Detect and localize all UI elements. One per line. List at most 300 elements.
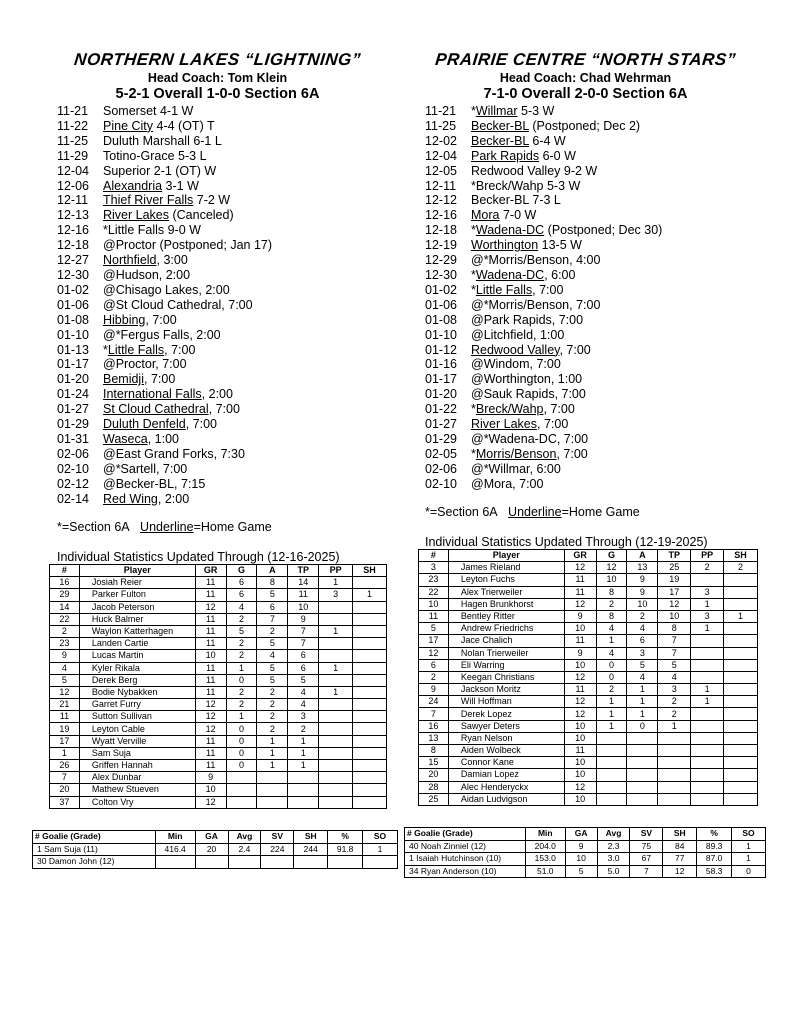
- game-info: @Mora, 7:00: [471, 476, 544, 491]
- stat-cell: [724, 793, 758, 805]
- game-detail: [103, 268, 190, 283]
- column-header: GR: [195, 565, 226, 577]
- stats-header-row: [50, 565, 387, 577]
- game-detail: [103, 119, 215, 134]
- game-date: 02-14: [57, 491, 89, 506]
- player-row: [419, 598, 758, 610]
- game-date: 12-06: [57, 178, 89, 193]
- player-row: [419, 793, 758, 805]
- goalie-row: [405, 853, 766, 866]
- game-detail: [471, 179, 580, 194]
- stat-cell: 4: [50, 662, 80, 674]
- stat-cell: 0: [226, 760, 257, 772]
- stat-cell: 4: [288, 686, 319, 698]
- stat-cell: 8: [419, 745, 449, 757]
- stat-cell: 1: [596, 635, 627, 647]
- home-opponent: Hibbing: [103, 312, 146, 327]
- goalie-name: 34 Ryan Anderson (10): [405, 865, 526, 878]
- game-date: 12-18: [425, 223, 457, 238]
- stat-cell: 8: [658, 623, 691, 635]
- stat-cell: 9: [564, 647, 596, 659]
- game-detail: [471, 343, 591, 358]
- stat-cell: 11: [195, 577, 226, 589]
- column-header: A: [257, 565, 288, 577]
- stat-cell: 12: [564, 708, 596, 720]
- goalie-name: 30 Damon John (12): [33, 856, 156, 869]
- goalie-column-header: SO: [363, 831, 398, 844]
- stat-cell: 10: [564, 757, 596, 769]
- stat-cell: [353, 662, 387, 674]
- game-info: Duluth Marshall 6-1 L: [103, 133, 222, 148]
- player-name: Will Hoffman: [448, 696, 564, 708]
- game-date: 12-16: [57, 223, 89, 238]
- stat-cell: 2: [627, 610, 658, 622]
- game-detail: [471, 268, 575, 283]
- legend-section: *=Section 6A: [425, 505, 498, 519]
- stat-cell: 29: [50, 589, 80, 601]
- player-row: [419, 562, 758, 574]
- player-name: Andrew Friedrichs: [448, 623, 564, 635]
- right-record: 7-1-0 Overall 2-0-0 Section 6A: [483, 86, 688, 102]
- schedule-row: [425, 238, 662, 253]
- goalie-column-header: SV: [630, 828, 663, 841]
- home-opponent: Waseca: [103, 431, 148, 446]
- schedule-row: [425, 193, 662, 208]
- stat-cell: 1: [627, 696, 658, 708]
- player-row: [50, 747, 387, 759]
- stat-cell: 6: [226, 577, 257, 589]
- player-row: [50, 723, 387, 735]
- player-row: [50, 796, 387, 808]
- game-info: @Proctor (Postponed; Jan 17): [103, 238, 273, 253]
- stat-cell: 12: [564, 781, 596, 793]
- stat-cell: 10: [596, 574, 627, 586]
- column-header: A: [627, 550, 658, 562]
- game-detail: [103, 402, 240, 417]
- player-row: [419, 732, 758, 744]
- stat-cell: [724, 586, 758, 598]
- game-detail: [471, 417, 568, 432]
- game-prefix: *: [471, 104, 476, 118]
- home-opponent: Breck/Wahp: [475, 402, 544, 417]
- game-date: 01-27: [57, 402, 89, 417]
- game-date: 12-11: [425, 178, 457, 193]
- stat-cell: 20: [419, 769, 449, 781]
- right-goalie-table: [404, 827, 766, 878]
- stat-cell: 10: [564, 659, 596, 671]
- game-date: 01-06: [425, 297, 457, 312]
- column-header: TP: [658, 550, 691, 562]
- schedule-row: [57, 223, 272, 238]
- goalie-header-row: [405, 828, 766, 841]
- stat-cell: [627, 769, 658, 781]
- stat-cell: 7: [288, 638, 319, 650]
- game-date: 01-31: [57, 431, 89, 446]
- legend-home: =Home Game: [193, 520, 272, 534]
- game-info: @Park Rapids, 7:00: [471, 312, 584, 327]
- schedule-row: [57, 462, 272, 477]
- game-detail: [471, 477, 543, 492]
- game-info: (Canceled): [169, 208, 234, 223]
- game-date: 01-17: [425, 372, 457, 387]
- stat-cell: 7: [658, 647, 691, 659]
- stat-cell: [658, 757, 691, 769]
- home-opponent: Becker-BL: [471, 133, 529, 148]
- stat-cell: 5: [627, 659, 658, 671]
- stat-cell: 12: [50, 686, 80, 698]
- stat-cell: 8: [596, 586, 627, 598]
- game-info: , 3:00: [156, 253, 188, 268]
- game-detail: [103, 149, 207, 164]
- game-detail: [471, 193, 561, 208]
- right-head-coach: Head Coach: Chad Wehrman: [499, 71, 672, 85]
- game-detail: [103, 328, 221, 343]
- stat-cell: [319, 784, 353, 796]
- game-detail: [471, 328, 564, 343]
- stat-cell: 2: [226, 613, 257, 625]
- game-info: , 7:00: [164, 342, 196, 357]
- home-opponent: River Lakes: [471, 417, 537, 432]
- game-detail: [103, 313, 177, 328]
- game-detail: [471, 432, 588, 447]
- goalie-stat: 3.0: [597, 853, 630, 866]
- stat-cell: 6: [627, 635, 658, 647]
- player-name: Parker Fulton: [79, 589, 195, 601]
- game-detail: [103, 193, 230, 208]
- stat-cell: 12: [596, 562, 627, 574]
- stat-cell: 12: [195, 723, 226, 735]
- stat-cell: 2: [658, 708, 691, 720]
- stat-cell: [353, 772, 387, 784]
- stat-cell: [257, 772, 288, 784]
- stat-cell: 28: [419, 781, 449, 793]
- game-detail: [471, 357, 561, 372]
- schedule-row: [57, 208, 272, 223]
- game-date: 01-29: [57, 417, 89, 432]
- game-prefix: *: [471, 223, 476, 238]
- stat-cell: 23: [50, 638, 80, 650]
- stat-cell: [691, 769, 724, 781]
- game-info: @Becker-BL, 7:15: [103, 476, 206, 491]
- goalie-stat: 153.0: [525, 853, 565, 866]
- player-name: Landen Cartie: [79, 638, 195, 650]
- player-row: [50, 625, 387, 637]
- game-info: @Hudson, 2:00: [103, 267, 191, 282]
- stat-cell: [724, 574, 758, 586]
- schedule-row: [425, 432, 662, 447]
- game-info: @*Wadena-DC, 7:00: [471, 431, 589, 446]
- stat-cell: 11: [564, 684, 596, 696]
- stat-cell: 1: [288, 735, 319, 747]
- stat-cell: 8: [596, 610, 627, 622]
- goalie-stat: [155, 856, 195, 869]
- schedule-row: [57, 179, 272, 194]
- stat-cell: 0: [627, 720, 658, 732]
- stat-cell: 2: [257, 711, 288, 723]
- game-date: 11-29: [57, 148, 89, 163]
- game-detail: [471, 104, 554, 119]
- game-detail: [471, 134, 566, 149]
- schedule-row: [57, 238, 272, 253]
- game-date: 01-29: [425, 431, 457, 446]
- stat-cell: 5: [257, 674, 288, 686]
- player-name: Aiden Wolbeck: [448, 745, 564, 757]
- stat-cell: 1: [353, 589, 387, 601]
- stat-cell: 12: [658, 598, 691, 610]
- home-opponent: Mora: [471, 208, 500, 223]
- game-detail: [103, 104, 193, 119]
- player-name: Hagen Brunkhorst: [448, 598, 564, 610]
- stat-cell: [288, 772, 319, 784]
- stat-cell: 11: [288, 589, 319, 601]
- game-date: 12-27: [57, 253, 89, 268]
- goalie-header-row: [33, 831, 398, 844]
- stat-cell: 12: [564, 562, 596, 574]
- home-opponent: Red Wing: [103, 491, 158, 506]
- game-info: @*Sartell, 7:00: [103, 461, 188, 476]
- left-record: 5-2-1 Overall 1-0-0 Section 6A: [115, 86, 320, 102]
- goalie-column-header: %: [328, 831, 363, 844]
- stat-cell: [691, 659, 724, 671]
- stat-cell: 1: [319, 625, 353, 637]
- goalie-column-header: Avg: [228, 831, 261, 844]
- game-date: 12-11: [57, 193, 89, 208]
- player-name: Derek Lopez: [448, 708, 564, 720]
- player-name: Kyler Rikala: [79, 662, 195, 674]
- player-name: Eli Warring: [448, 659, 564, 671]
- game-detail: [103, 462, 187, 477]
- player-row: [419, 720, 758, 732]
- goalie-stat: 67: [630, 853, 663, 866]
- player-row: [419, 684, 758, 696]
- schedule-row: [57, 119, 272, 134]
- stat-cell: [724, 757, 758, 769]
- stat-cell: [627, 745, 658, 757]
- schedule-row: [425, 387, 662, 402]
- game-info: *Breck/Wahp 5-3 W: [471, 178, 581, 193]
- stat-cell: 14: [50, 601, 80, 613]
- player-name: Alex Trierweiler: [448, 586, 564, 598]
- player-row: [419, 659, 758, 671]
- right-legend: [425, 505, 640, 519]
- game-info: 13-5 W: [538, 238, 582, 253]
- game-info: *Little Falls 9-0 W: [103, 223, 201, 238]
- goalie-stat: 12: [663, 865, 697, 878]
- schedule-row: [57, 164, 272, 179]
- schedule-row: [57, 343, 272, 358]
- stat-cell: [353, 784, 387, 796]
- game-date: 01-13: [57, 342, 89, 357]
- game-detail: [471, 447, 588, 462]
- player-row: [419, 623, 758, 635]
- stat-cell: 6: [257, 601, 288, 613]
- game-date: 12-13: [57, 208, 89, 223]
- game-info: 7-0 W: [499, 208, 537, 223]
- left-legend: [57, 520, 272, 534]
- game-date: 01-17: [57, 357, 89, 372]
- stat-cell: [691, 635, 724, 647]
- stat-cell: 0: [226, 735, 257, 747]
- game-detail: [471, 253, 600, 268]
- goalie-column-header: # Goalie (Grade): [405, 828, 526, 841]
- stat-cell: 26: [50, 760, 80, 772]
- stat-cell: 22: [419, 586, 449, 598]
- goalie-stat: 91.8: [328, 843, 363, 856]
- stat-cell: 1: [288, 760, 319, 772]
- stat-cell: 4: [226, 601, 257, 613]
- home-opponent: Willmar: [475, 104, 518, 118]
- game-info: Totino-Grace 5-3 L: [103, 148, 207, 163]
- game-info: Somerset 4-1 W: [103, 104, 194, 118]
- stat-cell: 11: [419, 610, 449, 622]
- goalie-row: [405, 840, 766, 853]
- stat-cell: [627, 757, 658, 769]
- stat-cell: 11: [195, 686, 226, 698]
- player-name: Wyatt Verville: [79, 735, 195, 747]
- stat-cell: 5: [226, 625, 257, 637]
- game-info: 6-0 W: [539, 148, 576, 163]
- game-info: @Chisago Lakes, 2:00: [103, 282, 230, 297]
- column-header: SH: [353, 565, 387, 577]
- game-info: 3-1 W: [162, 178, 199, 193]
- stat-cell: 0: [226, 747, 257, 759]
- legend-underline: Underline: [140, 520, 194, 534]
- goalie-stat: 89.3: [697, 840, 732, 853]
- goalie-column-header: # Goalie (Grade): [33, 831, 156, 844]
- stat-cell: 2: [691, 562, 724, 574]
- stat-cell: 7: [257, 613, 288, 625]
- stat-cell: 1: [691, 623, 724, 635]
- goalie-stat: 84: [663, 840, 697, 853]
- stat-cell: 6: [419, 659, 449, 671]
- stat-cell: 2: [419, 671, 449, 683]
- game-detail: [471, 298, 600, 313]
- goalie-column-header: GA: [565, 828, 597, 841]
- player-row: [50, 613, 387, 625]
- stat-cell: 6: [226, 589, 257, 601]
- stat-cell: 12: [564, 671, 596, 683]
- game-info: @Proctor, 7:00: [103, 357, 187, 372]
- game-detail: [103, 134, 222, 149]
- stat-cell: 12: [195, 711, 226, 723]
- player-name: Leyton Fuchs: [448, 574, 564, 586]
- player-name: Derek Berg: [79, 674, 195, 686]
- stat-cell: 1: [257, 747, 288, 759]
- game-date: 11-21: [425, 104, 457, 118]
- stat-cell: [353, 686, 387, 698]
- stat-cell: 20: [50, 784, 80, 796]
- stat-cell: 11: [564, 635, 596, 647]
- game-info: Becker-BL 7-3 L: [471, 193, 561, 208]
- player-row: [419, 635, 758, 647]
- stat-cell: 1: [724, 610, 758, 622]
- schedule-row: [425, 477, 662, 492]
- stat-cell: [257, 784, 288, 796]
- player-name: Aidan Ludvigson: [448, 793, 564, 805]
- stat-cell: [319, 772, 353, 784]
- home-opponent: Park Rapids: [471, 148, 540, 163]
- game-date: 01-08: [425, 312, 457, 327]
- stat-cell: 1: [691, 684, 724, 696]
- game-info: 7-2 W: [193, 193, 231, 208]
- stat-cell: 1: [627, 684, 658, 696]
- stat-cell: 22: [50, 613, 80, 625]
- goalie-stat: 2.3: [597, 840, 630, 853]
- stat-cell: 2: [226, 650, 257, 662]
- stat-cell: 9: [419, 684, 449, 696]
- home-opponent: Pine City: [103, 118, 154, 133]
- goalie-stat: 9: [565, 840, 597, 853]
- schedule-row: [57, 193, 272, 208]
- home-opponent: River Lakes: [103, 208, 169, 223]
- player-name: Leyton Cable: [79, 723, 195, 735]
- schedule-row: [425, 149, 662, 164]
- game-date: 01-22: [425, 402, 457, 417]
- stat-cell: 2: [226, 638, 257, 650]
- game-date: 12-19: [425, 238, 457, 253]
- stat-cell: [353, 577, 387, 589]
- stat-cell: 9: [50, 650, 80, 662]
- player-row: [50, 760, 387, 772]
- game-detail: [471, 402, 575, 417]
- game-detail: [103, 179, 199, 194]
- game-date: 11-21: [57, 104, 89, 118]
- stat-cell: 0: [596, 659, 627, 671]
- game-detail: [103, 343, 195, 358]
- stat-cell: 7: [288, 625, 319, 637]
- player-name: Keegan Christians: [448, 671, 564, 683]
- stat-cell: [724, 647, 758, 659]
- game-date: 01-02: [425, 282, 457, 297]
- goalie-stat: 75: [630, 840, 663, 853]
- stat-cell: 11: [195, 625, 226, 637]
- game-info: @*Morris/Benson, 7:00: [471, 297, 601, 312]
- player-name: Damian Lopez: [448, 769, 564, 781]
- goalie-row: [405, 865, 766, 878]
- game-date: 12-29: [425, 253, 457, 268]
- stat-cell: 4: [627, 623, 658, 635]
- stat-cell: 5: [257, 589, 288, 601]
- goalie-column-header: SO: [732, 828, 766, 841]
- home-opponent: Duluth Denfeld: [103, 417, 186, 432]
- stat-cell: 23: [419, 574, 449, 586]
- schedule-row: [425, 119, 662, 134]
- stat-cell: [691, 574, 724, 586]
- player-name: Jace Chalich: [448, 635, 564, 647]
- stat-cell: [724, 696, 758, 708]
- game-date: 02-06: [425, 461, 457, 476]
- player-name: Sawyer Deters: [448, 720, 564, 732]
- stat-cell: 13: [627, 562, 658, 574]
- stat-cell: 1: [226, 662, 257, 674]
- schedule-row: [57, 417, 272, 432]
- stat-cell: 24: [419, 696, 449, 708]
- goalie-stat: 51.0: [525, 865, 565, 878]
- goalie-column-header: SH: [294, 831, 328, 844]
- game-date: 01-24: [57, 387, 89, 402]
- player-row: [50, 662, 387, 674]
- stat-cell: 16: [419, 720, 449, 732]
- goalie-stat: [363, 856, 398, 869]
- stat-cell: 15: [419, 757, 449, 769]
- schedule-row: [425, 328, 662, 343]
- home-opponent: St Cloud Cathedral: [103, 402, 209, 417]
- game-date: 01-02: [57, 282, 89, 297]
- game-info: , 7:00: [208, 402, 240, 417]
- game-detail: [103, 238, 272, 253]
- stat-cell: [724, 623, 758, 635]
- player-row: [50, 686, 387, 698]
